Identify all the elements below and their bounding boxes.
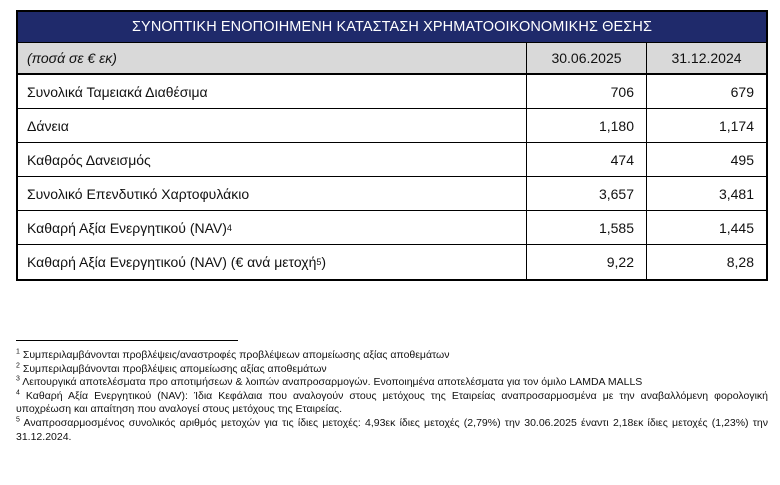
value-2024: 8,28 <box>646 245 766 279</box>
table-row <box>18 211 766 245</box>
value-2025: 3,657 <box>526 177 646 210</box>
table-row <box>18 75 766 109</box>
row-label: Καθαρός Δανεισμός <box>27 151 151 168</box>
table-row <box>18 177 766 211</box>
footnote: $^1$ Συμπεριλαμβάνονται προβλέψεις/αναστροφές προβλέψεων απομείωσης αξίας αποθεμάτων <box>16 348 450 361</box>
row-label: Καθαρή Αξία Ενεργητικού (NAV) 4 <box>27 219 232 236</box>
value-2025: 1,180 <box>526 109 646 142</box>
table-title: ΣΥΝΟΠΤΙΚΗ ΕΝΟΠΟΙΗΜΕΝΗ ΚΑΤΑΣΤΑΣΗ ΧΡΗΜΑΤΟΟΙΚΟΝΟΜΙΚΗΣ ΘΕΣΗΣ <box>18 12 766 43</box>
value-2025: 9,22 <box>526 245 646 279</box>
table-row <box>18 109 766 143</box>
row-label: Συνολικό Επενδυτικό Χαρτοφυλάκιο <box>27 185 250 202</box>
footnotes <box>16 349 768 444</box>
table-row <box>18 245 766 279</box>
value-2024: 495 <box>646 143 766 176</box>
footnote-separator <box>16 340 238 341</box>
footnote: $^3$ Λειτουργικά αποτελέσματα προ αποτιμήσεων & λοιπών αναπροσαρμογών. Ενοποιημένα αποτελέσματα για τον όμιλο LAMDA MALLS <box>16 375 643 389</box>
value-2025: 706 <box>526 75 646 108</box>
column-header-2025: 30.06.2025 <box>526 43 646 73</box>
footnote: $^4$ Καθαρή Αξία Ενεργητικού (NAV): Ίδια Κεφάλαια που αναλογούν στους μετόχους της Εταιρείας αναπροσαρμοσμένα με την αναβαλλόμενη φορολογική υποχρέωση και απαίτηση που αναλογεί στους μετόχους της Εταιρείας. <box>16 389 768 416</box>
row-label: Δάνεια <box>27 117 69 134</box>
table-row <box>18 143 766 177</box>
footnote: $^2$ Συμπεριλαμβάνονται προβλέψεις απομείωσης αξίας αποθεμάτων <box>16 362 327 375</box>
financial-position-table <box>16 10 768 281</box>
value-2024: 1,445 <box>646 211 766 244</box>
value-2024: 3,481 <box>646 177 766 210</box>
row-label: Συνολικά Ταμειακά Διαθέσιμα <box>27 83 208 100</box>
value-2024: 679 <box>646 75 766 108</box>
column-header-2024: 31.12.2024 <box>646 43 766 73</box>
row-label: Καθαρή Αξία Ενεργητικού (NAV) (€ ανά μετοχή 5 ) <box>27 254 327 270</box>
table-header-row <box>18 43 766 75</box>
amount-unit-label: (ποσά σε € εκ) <box>27 50 117 66</box>
value-2025: 1,585 <box>526 211 646 244</box>
footnote: $^5$ Αναπροσαρμοσμένος συνολικός αριθμός μετοχών για τις ίδιες μετοχές: 4,93εκ ίδιες μετοχές (2,79%) την 30.06.2025 έναντι 2,18εκ ίδιες μετοχές (1,23%) την 31.12.2024. <box>16 416 768 443</box>
value-2024: 1,174 <box>646 109 766 142</box>
value-2025: 474 <box>526 143 646 176</box>
